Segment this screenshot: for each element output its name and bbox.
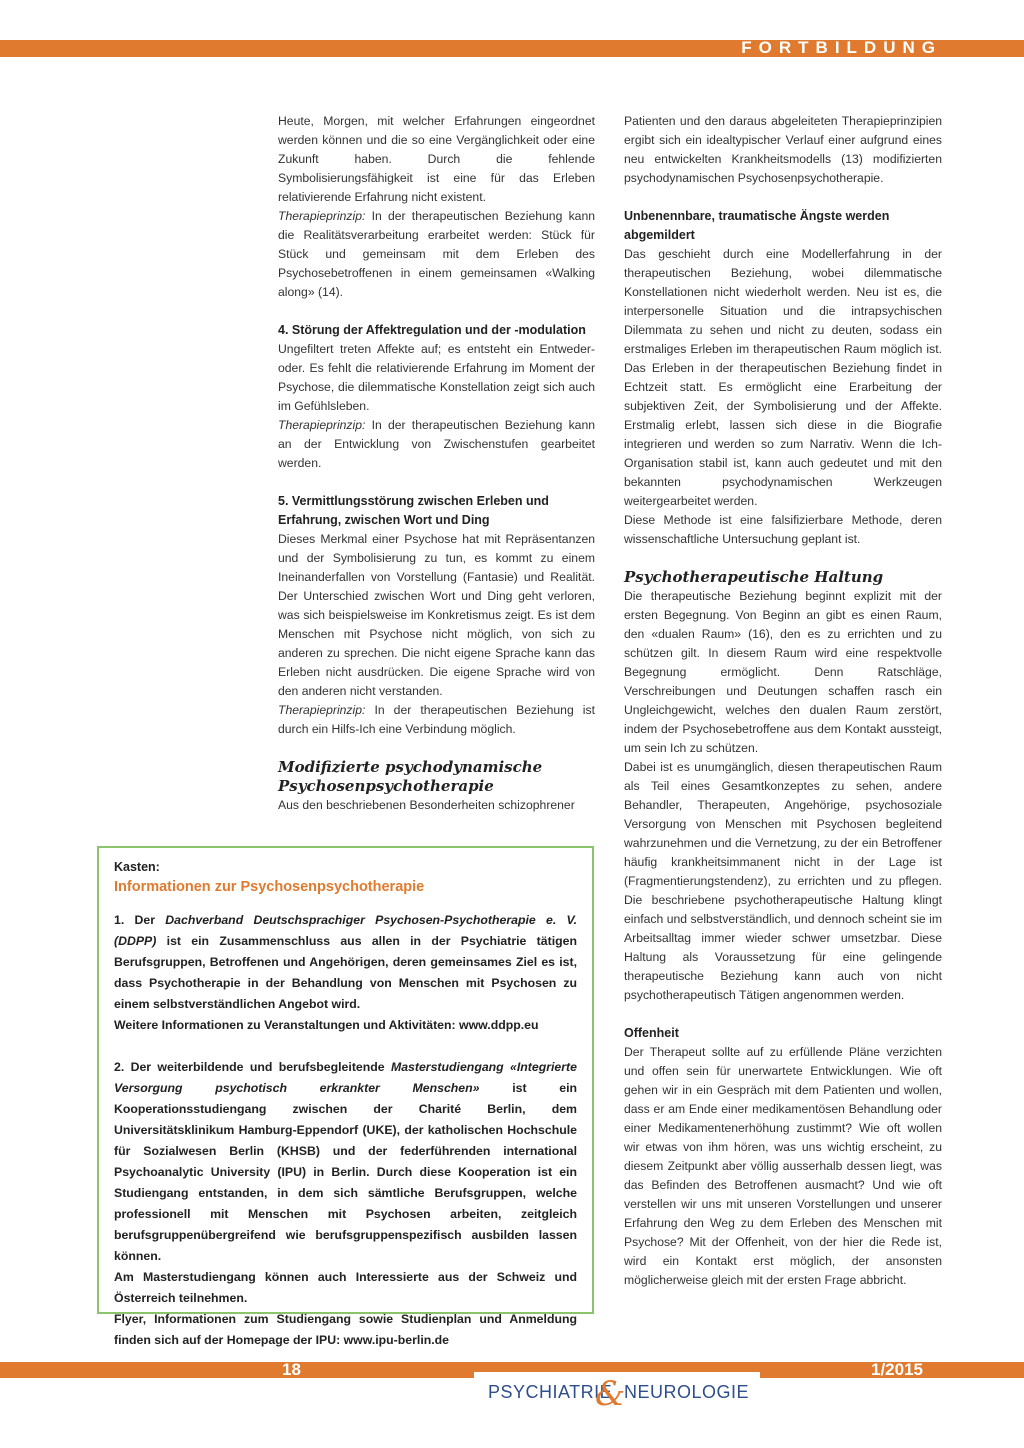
therapy-principle-text: In der therapeutischen Beziehung ist durch ein Hilfs-Ich eine Verbindung möglich. [278,703,595,736]
logo-text-left: PSYCHIATRIE [488,1382,613,1402]
box-text: ist ein Zusammenschluss aus allen in der Psychiatrie tätigen Berufsgruppen, Betroffenen und Angehörigen, deren gemeinsames Ziel es ist, dass Psychotherapie in der Behandlung von Menschen mit Psychosen zu einem selbstverständlichen Angebot wird. [114,934,577,1011]
paragraph [278,416,595,473]
paragraph: Ungefiltert treten Affekte auf; es entsteht ein Entweder-oder. Es fehlt die relativierende Erfahrung im Moment der Psychose, die dilemmatische Konstellation zeigt sich auch im Gefühlsleben. [278,342,595,413]
text-column-left [278,112,595,815]
therapy-principle-label: Therapieprinzip: [278,418,366,432]
paragraph [278,701,595,739]
therapy-principle-text: In der therapeutischen Beziehung kann die Realitätsverarbeitung erarbeitet werden: Stück für Stück und gemeinsam mit dem Erleben des Psychosebetroffenen in einem gemeinsamen «Walking along» (14). [278,209,595,299]
paragraph: Aus den beschriebenen Besonderheiten schizophrener [278,798,575,812]
subheading: 5. Vermittlungsstörung zwischen Erleben und Erfahrung, zwischen Wort und Ding [278,494,549,527]
section-header-bar [0,40,1024,57]
issue-number: 1/2015 [871,1360,923,1379]
paragraph: Der Therapeut sollte auf zu erfüllende Pläne verzichten und offen sein für unerwartete Entwicklungen. Wie oft gehen wir in ein Gespräch mit dem Patienten und wollen, dass er am Ende einer medikamentösen Behandlung oder einer Medikamentenerhöhung zustimmt? Wie oft wollen wir etwas von ihm hören, was uns wichtig erscheint, zu diesem Zeitpunkt aber völlig ausserhalb dessen liegt, was das Befinden des Betroffenen ausmacht? Und wie oft verstellen wir uns mit unseren Vorstellungen und unserer Erfahrung den Weg zu dem Erleben des Menschen mit Psychose? Mit der Offenheit, von der hier die Rede ist, wird ein Kontakt erst möglich, der ansonsten möglicherweise gleich mit der ersten Frage abbricht. [624,1045,942,1287]
paragraph: Dabei ist es unumgänglich, diesen therapeutischen Raum als Teil eines Gesamtkonzeptes zu sehen, andere Behandler, Therapeuten, Angehörige, psychosoziale Versorgung von Menschen mit Psychosen begleitend wahrzunehmen und die Vernetzung, zu der ein Betroffener häufig krankheitsimmanent nicht in der Lage ist (Fragmentierungstendenz), zu errichten und zu pflegen. Die beschriebene psychotherapeutische Haltung klingt einfach und selbstverständlich, und dennoch scheint sie im Arbeitsalltag immer wieder schwer umsetzbar. Diese Haltung als Voraussetzung für eine gelingende therapeutische Beziehung kann auch von nicht psychotherapeutisch Tätigen angenommen werden. [624,760,942,1002]
box-link-line: Weitere Informationen zu Veranstaltungen und Aktivitäten: www.ddpp.eu [114,1018,539,1032]
paragraph: Heute, Morgen, mit welcher Erfahrungen eingeordnet werden können und die so eine Vergänglichkeit oder eine Zukunft haben. Durch die fehlende Symbolisierungsfähigkeit ist eine für das Erleben relativierende Erfahrung nicht existent. [278,114,595,204]
box-item-2 [114,1057,577,1267]
subheading: 4. Störung der Affektregulation und der -modulation [278,323,586,337]
box-link-line: Flyer, Informationen zum Studiengang sowie Studienplan und Anmeldung finden sich auf der Homepage der IPU: www.ipu-berlin.de [114,1312,577,1347]
paragraph: Die therapeutische Beziehung beginnt explizit mit der ersten Begegnung. Von Beginn an gibt es einen Raum, den «dualen Raum» (16), den es zu errichten und zu schützen gilt. In diesem Raum wird eine respektvolle Begegnung ermöglicht. Denn Ratschläge, Verschreibungen und Deutungen schaffen rasch ein Ungleichgewicht, welches den dualen Raum zerstört, indem der Psychosebetroffene aus dem Kontakt aussteigt, um sein Ich zu schützen. [624,589,942,755]
therapy-principle-label: Therapieprinzip: [278,209,366,223]
journal-logo [474,1372,760,1422]
subheading: Offenheit [624,1026,679,1040]
section-label: FORTBILDUNG [741,38,942,57]
paragraph: Diese Methode ist eine falsifizierbare Methode, deren wissenschaftliche Untersuchung geplant ist. [624,513,942,546]
page-number: 18 [282,1360,301,1379]
box-item-1 [114,910,577,1015]
subheading: Unbenennbare, traumatische Ängste werden abgemildert [624,209,890,242]
section-heading: Modifizierte psychodynamische Psychosenpsychotherapie [278,758,543,795]
box-note: Am Masterstudiengang können auch Interessierte aus der Schweiz und Österreich teilnehmen. [114,1270,577,1305]
box-text: 2. Der weiterbildende und berufsbegleitende [114,1060,391,1074]
logo-ampersand: & [595,1374,626,1414]
box-text: 1. Der [114,913,166,927]
paragraph: Patienten und den daraus abgeleiteten Therapieprinzipien ergibt sich ein idealtypischer Verlauf einer aufgrund eines neu entwickelten Krankheitsmodells (13) modifizierten psychodynamischen Psychosenpsychotherapie. [624,114,942,185]
box-emphasis: Dachverband Deutschsprachiger Psychosen-Psychotherapie e. V. (DDPP) [114,913,577,948]
box-label: Kasten: [114,860,160,874]
logo-text-right: NEUROLOGIE [624,1382,750,1402]
box-title: Informationen zur Psychosenpsychotherapie [114,879,425,895]
text-column-right [624,112,942,1290]
therapy-principle-label: Therapieprinzip: [278,703,366,717]
box-text: ist ein Kooperationsstudiengang zwischen der Charité Berlin, dem Universitätsklinikum Hamburg-Eppendorf (UKE), der katholischen Hochschule für Sozialwesen Berlin (KHSB) und der federführenden international Psychoanalytic University (IPU) in Berlin. Durch diese Kooperation ist ein Studiengang entstanden, in dem sich sämtliche Berufsgruppen, welche professionell mit Menschen mit Psychosen arbeiten, zeitgleich berufsgruppenübergreifend wie berufsgruppenspezifisch ausbilden lassen können. [114,1081,577,1263]
paragraph: Dieses Merkmal einer Psychose hat mit Repräsentanzen und der Symbolisierung zu tun, es kommt zu einem Ineinanderfallen von Vorstellung (Fantasie) und Realität. Der Unterschied zwischen Wort und Ding geht verloren, was sich beispielsweise im Konkretismus zeigt. Es ist dem Menschen mit Psychose nicht möglich, von sich zu anderen zu sprechen. Die nicht eigene Sprache kann das Erleben nicht ausdrücken. Die eigene Sprache wird von den anderen nicht verstanden. [278,532,595,698]
box-emphasis: Masterstudiengang «Integrierte Versorgung psychotisch erkrankter Menschen» [114,1060,577,1095]
paragraph: Das geschieht durch eine Modellerfahrung in der therapeutischen Beziehung, wobei dilemmatische Konstellationen nicht wiederholt werden. Neu ist es, die interpersonelle Situation und die intrapsychischen Dilemmata zu sehen und nicht zu deuten, sodass ein erstmaliges Erleben im therapeutischen Raum möglich ist. Das Erleben in der therapeutischen Beziehung findet in Echtzeit statt. Es ermöglicht eine Erarbeitung der subjektiven Zeit, der Symbolisierung und der Affekte. Erstmalig erlebt, lassen sich diese in die Biografie integrieren und werden so zum Narrativ. Wenn die Ich-Organisation stabil ist, kann auch gedeutet und mit den bekannten psychodynamischen Werkzeugen weitergearbeitet werden. [624,247,942,508]
paragraph [278,207,595,302]
therapy-principle-text: In der therapeutischen Beziehung kann an der Entwicklung von Zwischenstufen gearbeitet werden. [278,418,595,470]
info-box [97,846,594,1347]
section-heading: Psychotherapeutische Haltung [624,568,884,586]
